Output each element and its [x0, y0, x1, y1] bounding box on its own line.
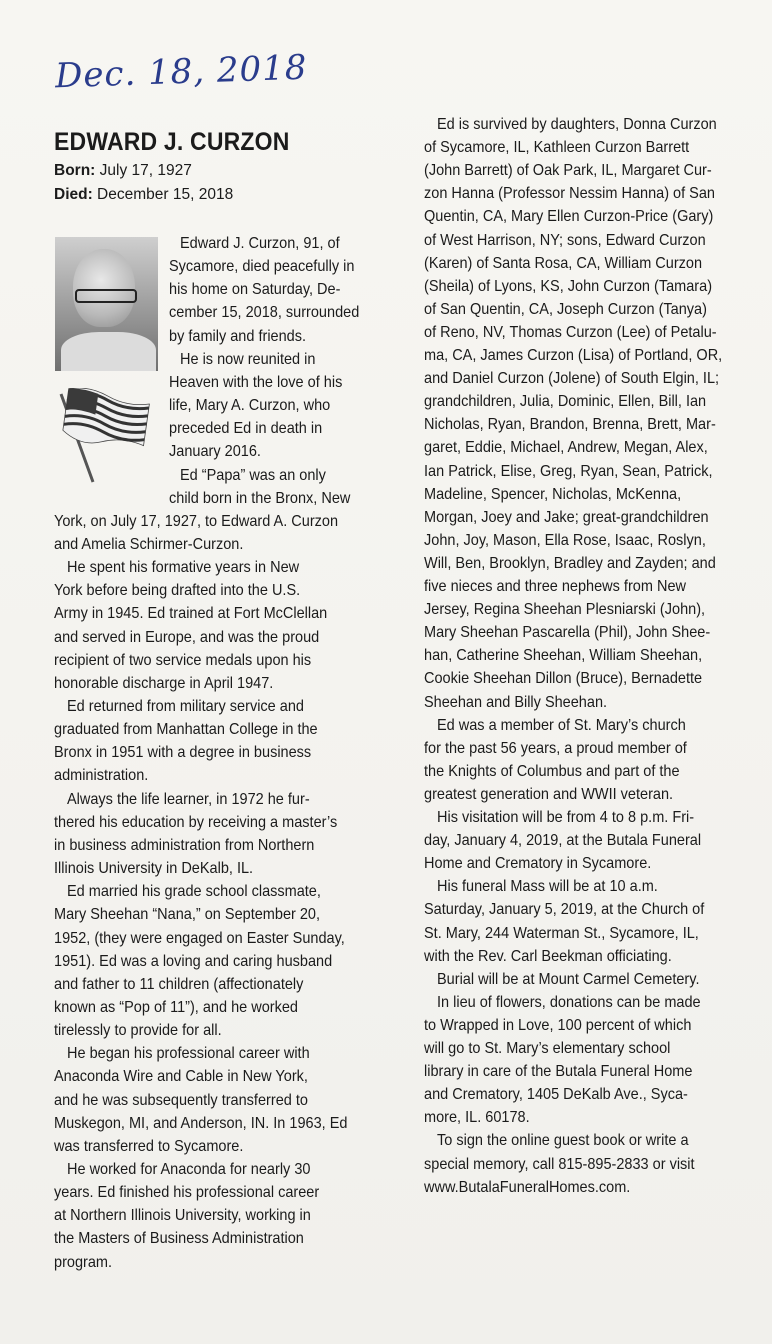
text-line: Will, Ben, Brooklyn, Bradley and Zayden; and — [424, 554, 716, 572]
text-line: for the past 56 years, a proud member of — [424, 739, 687, 757]
born-line — [54, 162, 192, 180]
text-line: of Reno, NV, Thomas Curzon (Lee) of Petalu- — [424, 323, 717, 341]
text-line: more, IL. 60178. — [424, 1109, 530, 1127]
text-line: of Sycamore, IL, Kathleen Curzon Barrett — [424, 139, 690, 157]
text-line: Nicholas, Ryan, Brandon, Brenna, Brett, Mar- — [424, 416, 716, 434]
text-line: Heaven with the love of his — [169, 373, 343, 391]
text-line: John, Joy, Mason, Ella Rose, Isaac, Roslyn, — [424, 531, 706, 549]
text-line: his home on Saturday, De- — [169, 281, 341, 299]
text-line: and Amelia Schirmer-Curzon. — [54, 535, 244, 553]
text-line: and Crematory, 1405 DeKalb Ave., Syca- — [424, 1086, 688, 1104]
text-line: years. Ed finished his professional career — [54, 1184, 320, 1202]
text-line: honorable discharge in April 1947. — [54, 674, 274, 692]
text-line: preceded Ed in death in — [169, 420, 323, 438]
text-line: life, Mary A. Curzon, who — [169, 397, 331, 415]
text-line: 1951). Ed was a loving and caring husband — [54, 952, 333, 970]
text-line: administration. — [54, 767, 149, 785]
died-value: December 15, 2018 — [92, 186, 234, 203]
text-line: five nieces and three nephews from New — [424, 578, 686, 595]
obituary-name: EDWARD J. CURZON — [54, 128, 290, 156]
text-line: was transferred to Sycamore. — [54, 1137, 244, 1155]
died-label: Died: — [54, 186, 93, 203]
text-line: Always the life learner, in 1972 he fur- — [67, 790, 310, 808]
born-value: July 17, 1927 — [95, 162, 192, 179]
text-line: graduated from Manhattan College in the — [54, 721, 318, 739]
text-line: and served in Europe, and was the proud — [54, 628, 320, 646]
text-line: Ed was a member of St. Mary’s church — [437, 716, 686, 734]
text-line: at Northern Illinois University, working in — [54, 1207, 311, 1225]
text-line: Bronx in 1951 with a degree in business — [54, 744, 312, 762]
handwritten-date: Dec. 18, 2018 — [54, 47, 309, 97]
text-line: St. Mary, 244 Waterman St., Sycamore, IL, — [424, 924, 699, 942]
text-line: Sycamore, died peacefully in — [169, 258, 355, 276]
text-line: thered his education by receiving a master’s — [54, 813, 338, 831]
text-line: with the Rev. Carl Beekman officiating. — [424, 947, 672, 965]
text-line: Home and Crematory in Sycamore. — [424, 855, 652, 873]
text-line: Muskegon, MI, and Anderson, IN. In 1963, Ed — [54, 1114, 348, 1132]
text-line: Burial will be at Mount Carmel Cemetery. — [437, 970, 700, 988]
text-line: Edward J. Curzon, 91, of — [180, 235, 340, 252]
text-line: ma, CA, James Curzon (Lisa) of Portland, OR, — [424, 347, 723, 364]
text-line: Jersey, Regina Sheehan Plesniarski (John), — [424, 601, 706, 619]
text-line: and Daniel Curzon (Jolene) of South Elgin, IL; — [424, 370, 720, 388]
text-line: January 2016. — [169, 443, 261, 461]
text-line: To sign the online guest book or write a — [437, 1132, 689, 1150]
text-line: (Karen) of Santa Rosa, CA, William Curzon — [424, 254, 703, 272]
text-line: He spent his formative years in New — [67, 559, 300, 577]
text-line: Sheehan and Billy Sheehan. — [424, 693, 608, 711]
text-line: York, on July 17, 1927, to Edward A. Curzon — [54, 512, 339, 530]
text-line: Mary Sheehan “Nana,” on September 20, — [54, 906, 321, 924]
text-line: and he was subsequently transferred to — [54, 1091, 308, 1109]
text-line: Army in 1945. Ed trained at Fort McClellan — [54, 605, 328, 623]
text-line: library in care of the Butala Funeral Home — [424, 1063, 693, 1081]
text-line: and father to 11 children (affectionately — [54, 975, 304, 993]
text-line: (John Barrett) of Oak Park, IL, Margaret Cur- — [424, 162, 712, 180]
text-line: grandchildren, Julia, Dominic, Ellen, Bill, Ian — [424, 393, 707, 411]
text-line: His funeral Mass will be at 10 a.m. — [437, 878, 658, 896]
text-line: Ed returned from military service and — [67, 698, 304, 715]
text-line: His visitation will be from 4 to 8 p.m. Fri- — [437, 809, 695, 826]
text-line: www.ButalaFuneralHomes.com. — [424, 1178, 631, 1196]
text-line: tirelessly to provide for all. — [54, 1022, 222, 1040]
born-label: Born: — [54, 162, 96, 179]
text-line: special memory, call 815-895-2833 or visit — [424, 1155, 695, 1173]
text-line: Anaconda Wire and Cable in New York, — [54, 1068, 308, 1086]
text-line: recipient of two service medals upon his — [54, 651, 312, 669]
text-line: Quentin, CA, Mary Ellen Curzon-Price (Gary) — [424, 208, 714, 226]
text-line: of West Harrison, NY; sons, Edward Curzon — [424, 231, 706, 249]
text-line: York before being drafted into the U.S. — [54, 582, 301, 600]
text-line: He began his professional career with — [67, 1045, 310, 1063]
text-line: the Knights of Columbus and part of the — [424, 762, 680, 780]
text-line: day, January 4, 2019, at the Butala Funeral — [424, 832, 702, 850]
text-line: Madeline, Spencer, Nicholas, McKenna, — [424, 485, 682, 503]
text-line: Saturday, January 5, 2019, at the Church of — [424, 901, 705, 919]
text-line: Ed “Papa” was an only — [180, 466, 326, 484]
text-line: Ed married his grade school classmate, — [67, 883, 321, 901]
text-line: the Masters of Business Administration — [54, 1230, 304, 1248]
text-line: Mary Sheehan Pascarella (Phil), John Shee- — [424, 624, 711, 642]
text-line: zon Hanna (Professor Nessim Hanna) of San — [424, 185, 715, 203]
text-line: to Wrapped in Love, 100 percent of which — [424, 1016, 692, 1034]
text-line: by family and friends. — [169, 327, 307, 345]
died-line — [54, 186, 233, 204]
american-flag-icon — [55, 388, 155, 484]
text-line: child born in the Bronx, New — [169, 489, 351, 507]
text-line: (Sheila) of Lyons, KS, John Curzon (Tamara) — [424, 277, 713, 295]
text-line: He worked for Anaconda for nearly 30 — [67, 1161, 311, 1178]
text-line: cember 15, 2018, surrounded — [169, 304, 360, 322]
text-line: greatest generation and WWII veteran. — [424, 785, 674, 803]
text-line: Morgan, Joey and Jake; great-grandchildren — [424, 508, 709, 526]
portrait-photo — [55, 237, 158, 371]
text-line: garet, Eddie, Michael, Andrew, Megan, Alex, — [424, 439, 708, 457]
text-line: Cookie Sheehan Dillon (Bruce), Bernadette — [424, 670, 703, 688]
text-line: In lieu of flowers, donations can be made — [437, 993, 701, 1011]
text-line: will go to St. Mary’s elementary school — [424, 1040, 671, 1057]
text-line: Ed is survived by daughters, Donna Curzon — [437, 116, 717, 133]
text-line: in business administration from Northern — [54, 836, 315, 854]
text-line: program. — [54, 1253, 113, 1271]
text-line: 1952, (they were engaged on Easter Sunday, — [54, 929, 345, 947]
text-line: han, Catherine Sheehan, William Sheehan, — [424, 647, 703, 665]
text-line: Illinois University in DeKalb, IL. — [54, 860, 254, 878]
text-line: He is now reunited in — [180, 350, 316, 368]
text-line: of San Quentin, CA, Joseph Curzon (Tanya) — [424, 300, 707, 318]
text-line: known as “Pop of 11”), and he worked — [54, 998, 298, 1016]
text-line: Ian Patrick, Elise, Greg, Ryan, Sean, Patrick, — [424, 462, 713, 480]
